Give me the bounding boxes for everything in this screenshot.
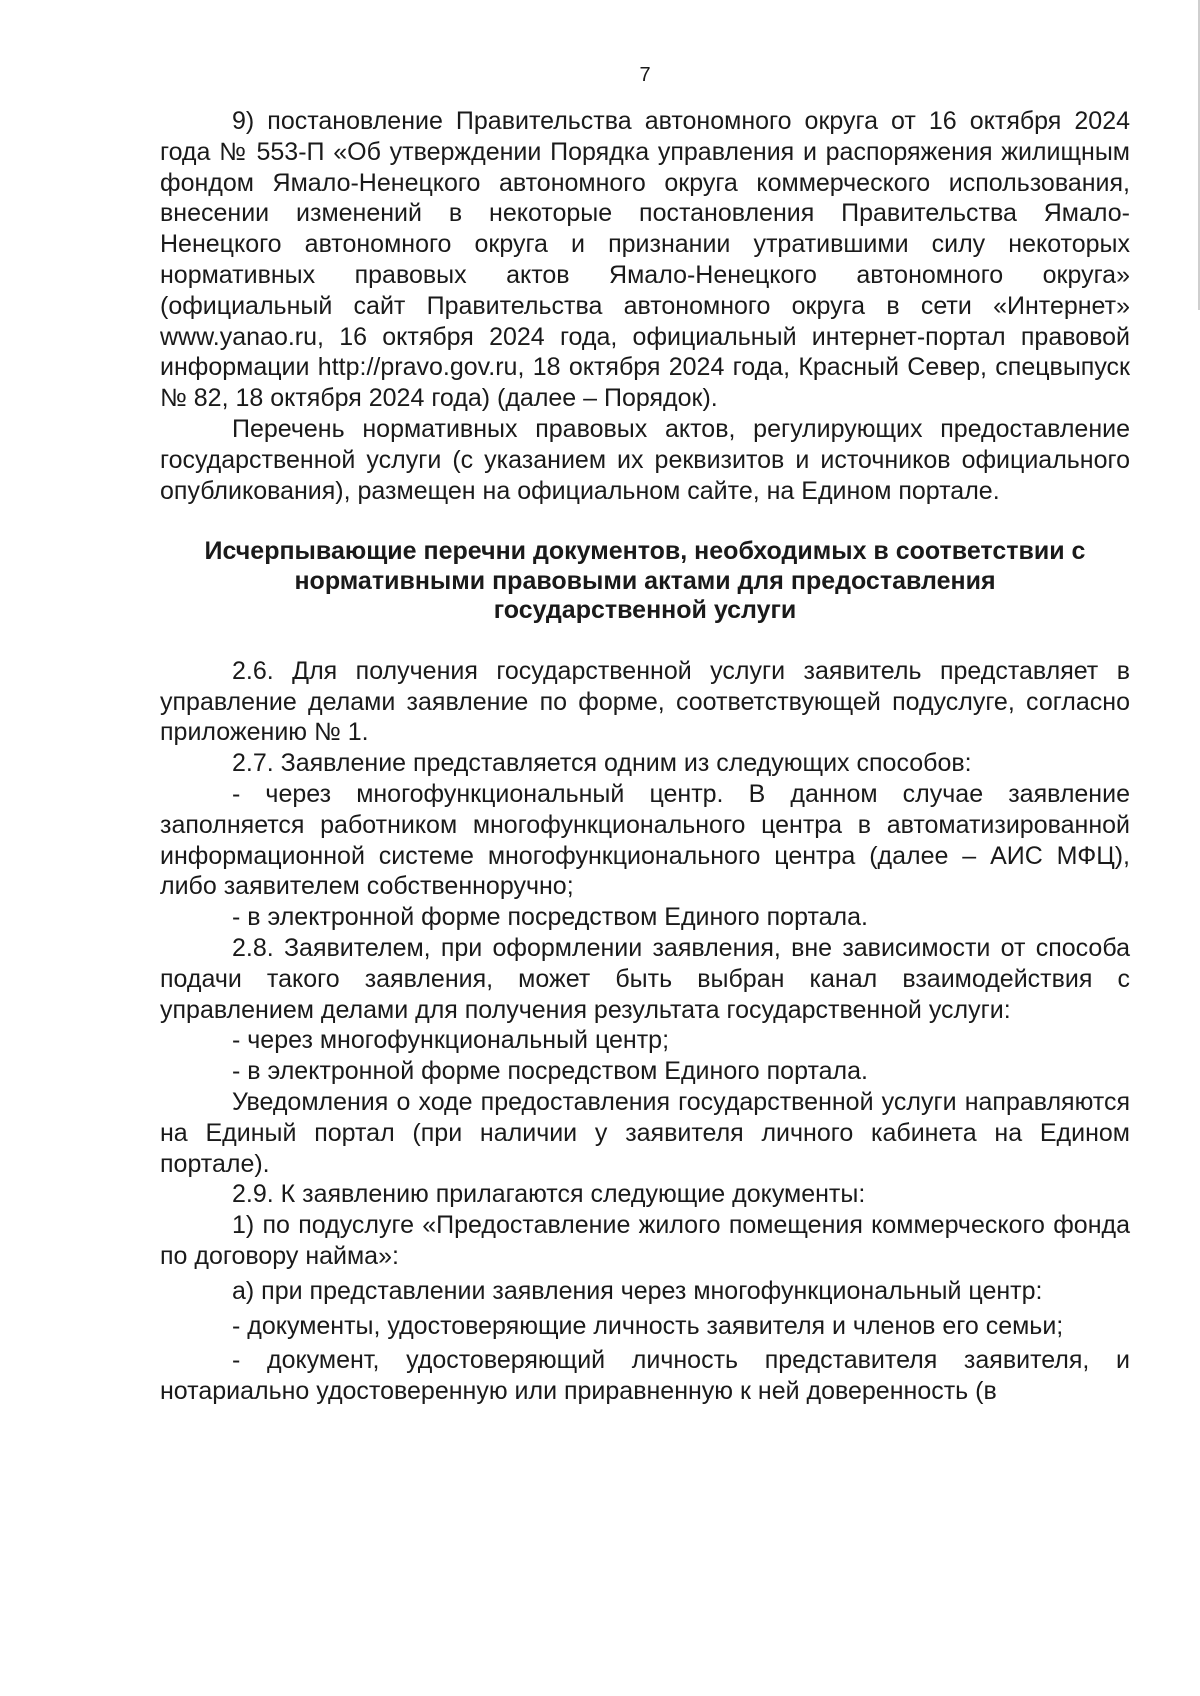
paragraph-2-8: 2.8. Заявителем, при оформлении заявления, вне зависимости от способа подачи такого заявления, может быть выбран канал взаимодействия с управлением делами для получения результата государственной услуги: bbox=[160, 934, 1130, 1024]
document-body bbox=[160, 106, 1130, 1407]
paragraph-legal-acts-list: Перечень нормативных правовых актов, регулирующих предоставление государственной услуги (с указанием их реквизитов и источников официального опубликования), размещен на официальном сайте, на Едином портале. bbox=[160, 414, 1130, 505]
paragraph-2-8-portal: - в электронной форме посредством Единого портала. bbox=[232, 1057, 868, 1086]
paragraph-identity-docs: - документы, удостоверяющие личность заявителя и членов его семьи; bbox=[232, 1311, 1064, 1340]
page-number: 7 bbox=[639, 64, 651, 86]
paragraph-2-9-1-a: а) при представлении заявления через многофункциональный центр: bbox=[232, 1276, 1043, 1305]
paragraph-2-9-1: 1) по подуслуге «Предоставление жилого помещения коммерческого фонда по договору найма»: bbox=[160, 1211, 1130, 1270]
paragraph-notifications: Уведомления о ходе предоставления государственной услуги направляются на Единый портал (при наличии у заявителя личного кабинета на Едином портале). bbox=[160, 1088, 1130, 1178]
paragraph-2-7: 2.7. Заявление представляется одним из следующих способов: bbox=[232, 749, 972, 778]
paragraph-2-7-mfc: - через многофункциональный центр. В данном случае заявление заполняется работником многофункционального центра в автоматизированной информационной системе многофункционального центра (далее – АИС МФЦ), либо заявителем собственноручно; bbox=[160, 780, 1130, 901]
paragraph-representative-docs: - документ, удостоверяющий личность представителя заявителя, и нотариально удостоверенную или приравненную к ней доверенность (в bbox=[160, 1346, 1130, 1406]
paragraph-item-9: 9) постановление Правительства автономного округа от 16 октября 2024 года № 553-П «Об утверждении Порядка управления и распоряжения жилищным фондом Ямало-Ненецкого автономного округа коммерческого использования, внесении изменений в некоторые постановления Правительства Ямало-Ненецкого автономного округа и признании утратившими силу некоторых нормативных правовых актов Ямало-Ненецкого автономного округа» (официальный сайт Правительства автономного округа в сети «Интернет» www.yanao.ru, 16 октября 2024 года, официальный интернет-портал правовой информации http://pravo.gov.ru, 18 октября 2024 года, Красный Север, спецвыпуск № 82, 18 октября 2024 года) (далее – Порядок). bbox=[160, 107, 1130, 413]
paragraph-2-8-mfc: - через многофункциональный центр; bbox=[232, 1026, 670, 1055]
section-heading: Исчерпывающие перечни документов, необходимых в соответствии с нормативными правовыми актами для предоставления государственной услуги bbox=[204, 537, 1086, 625]
paragraph-2-7-portal: - в электронной форме посредством Единого портала. bbox=[232, 903, 868, 932]
paragraph-2-9: 2.9. К заявлению прилагаются следующие документы: bbox=[232, 1180, 866, 1209]
paragraph-2-6: 2.6. Для получения государственной услуги заявитель представляет в управление делами заявление по форме, соответствующей подуслуге, согласно приложению № 1. bbox=[160, 656, 1130, 747]
